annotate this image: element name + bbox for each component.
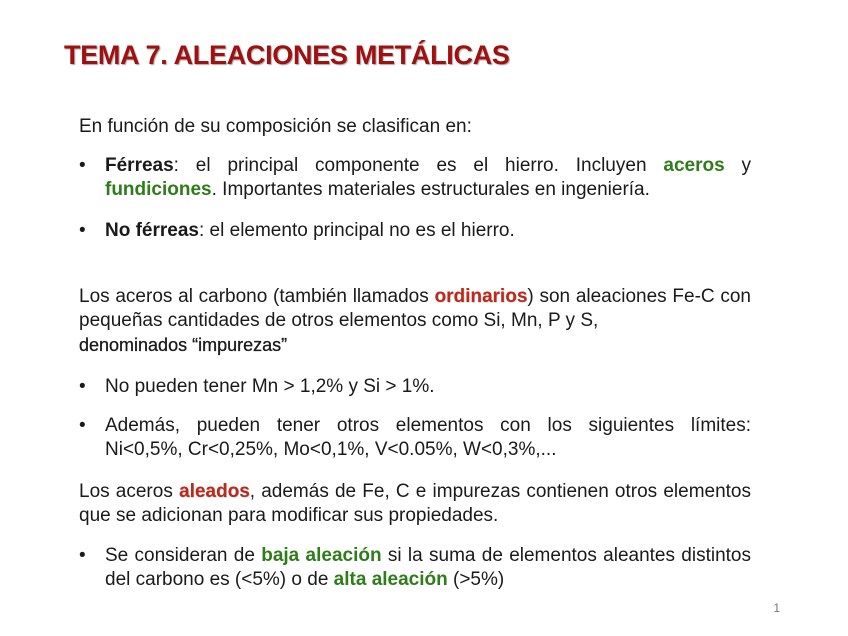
aleacion-text-3: (>5%)	[447, 569, 505, 590]
ferreas-text-2: . Importantes materiales estructurales en ingeniería.	[211, 179, 650, 200]
page-number: 1	[773, 601, 780, 615]
bullet-limite-mn	[79, 375, 751, 399]
bullet-ferreas	[79, 154, 751, 202]
slide-title: TEMA 7. ALEACIONES METÁLICAS	[64, 40, 510, 70]
aleacion-text	[105, 544, 751, 592]
term-ordinarios: ordinarios	[434, 286, 528, 307]
carbono-text-2: ) son aleaciones Fe-C con pequeñas cantidades de otros elementos como Si, Mn, P y S,	[79, 286, 751, 331]
bullet-dot: •	[79, 415, 86, 436]
carbono-text-1: Los aceros al carbono (también llamados	[79, 286, 435, 307]
term-no-ferreas: No férreas	[105, 220, 199, 241]
term-aceros: aceros	[663, 155, 725, 176]
bullet-dot: •	[79, 220, 86, 241]
carbono-text-3: denominados “impurezas”	[79, 335, 288, 355]
aleados-text-2: , además de Fe, C e impurezas contienen otros elementos que se adicionan para modificar sus propiedades.	[79, 481, 751, 526]
bullet-dot: •	[79, 545, 86, 566]
aleacion-text-2: si la suma de elementos aleantes distintos del carbono es (<5%) o de	[105, 545, 751, 590]
bullet-no-ferreas	[79, 219, 751, 243]
term-fundiciones: fundiciones	[105, 179, 212, 200]
bullet-limites-otros	[79, 414, 751, 462]
ferreas-y: y	[724, 155, 752, 176]
bullet-no-ferreas-text	[105, 219, 751, 243]
aleacion-text-1: Se consideran de	[105, 545, 262, 566]
carbono-paragraph	[79, 285, 751, 358]
limite-mn-text: No pueden tener Mn > 1,2% y Si > 1%.	[105, 376, 435, 397]
ferreas-text-1: : el principal componente es el hierro. Incluyen	[173, 155, 664, 176]
term-alta-aleacion: alta aleación	[333, 569, 448, 590]
bullet-ferreas-text	[105, 154, 751, 202]
aleados-paragraph	[79, 480, 751, 528]
term-baja-aleacion: baja aleación	[261, 545, 382, 566]
intro-text: En función de su composición se clasifican en:	[79, 116, 472, 137]
term-ferreas: Férreas	[105, 155, 174, 176]
no-ferreas-text: : el elemento principal no es el hierro.	[199, 220, 515, 241]
term-aleados: aleados	[179, 481, 250, 502]
limites-line-2: Ni<0,5%, Cr<0,25%, Mo<0,1%, V<0.05%, W<0,3%,...	[105, 439, 557, 460]
bullet-dot: •	[79, 376, 86, 397]
limites-line-1: Además, pueden tener otros elementos con los siguientes límites:	[105, 415, 751, 436]
aleados-text-1: Los aceros	[79, 481, 180, 502]
bullet-aleacion	[79, 544, 751, 592]
limites-otros-text	[105, 414, 751, 462]
bullet-dot: •	[79, 155, 86, 176]
